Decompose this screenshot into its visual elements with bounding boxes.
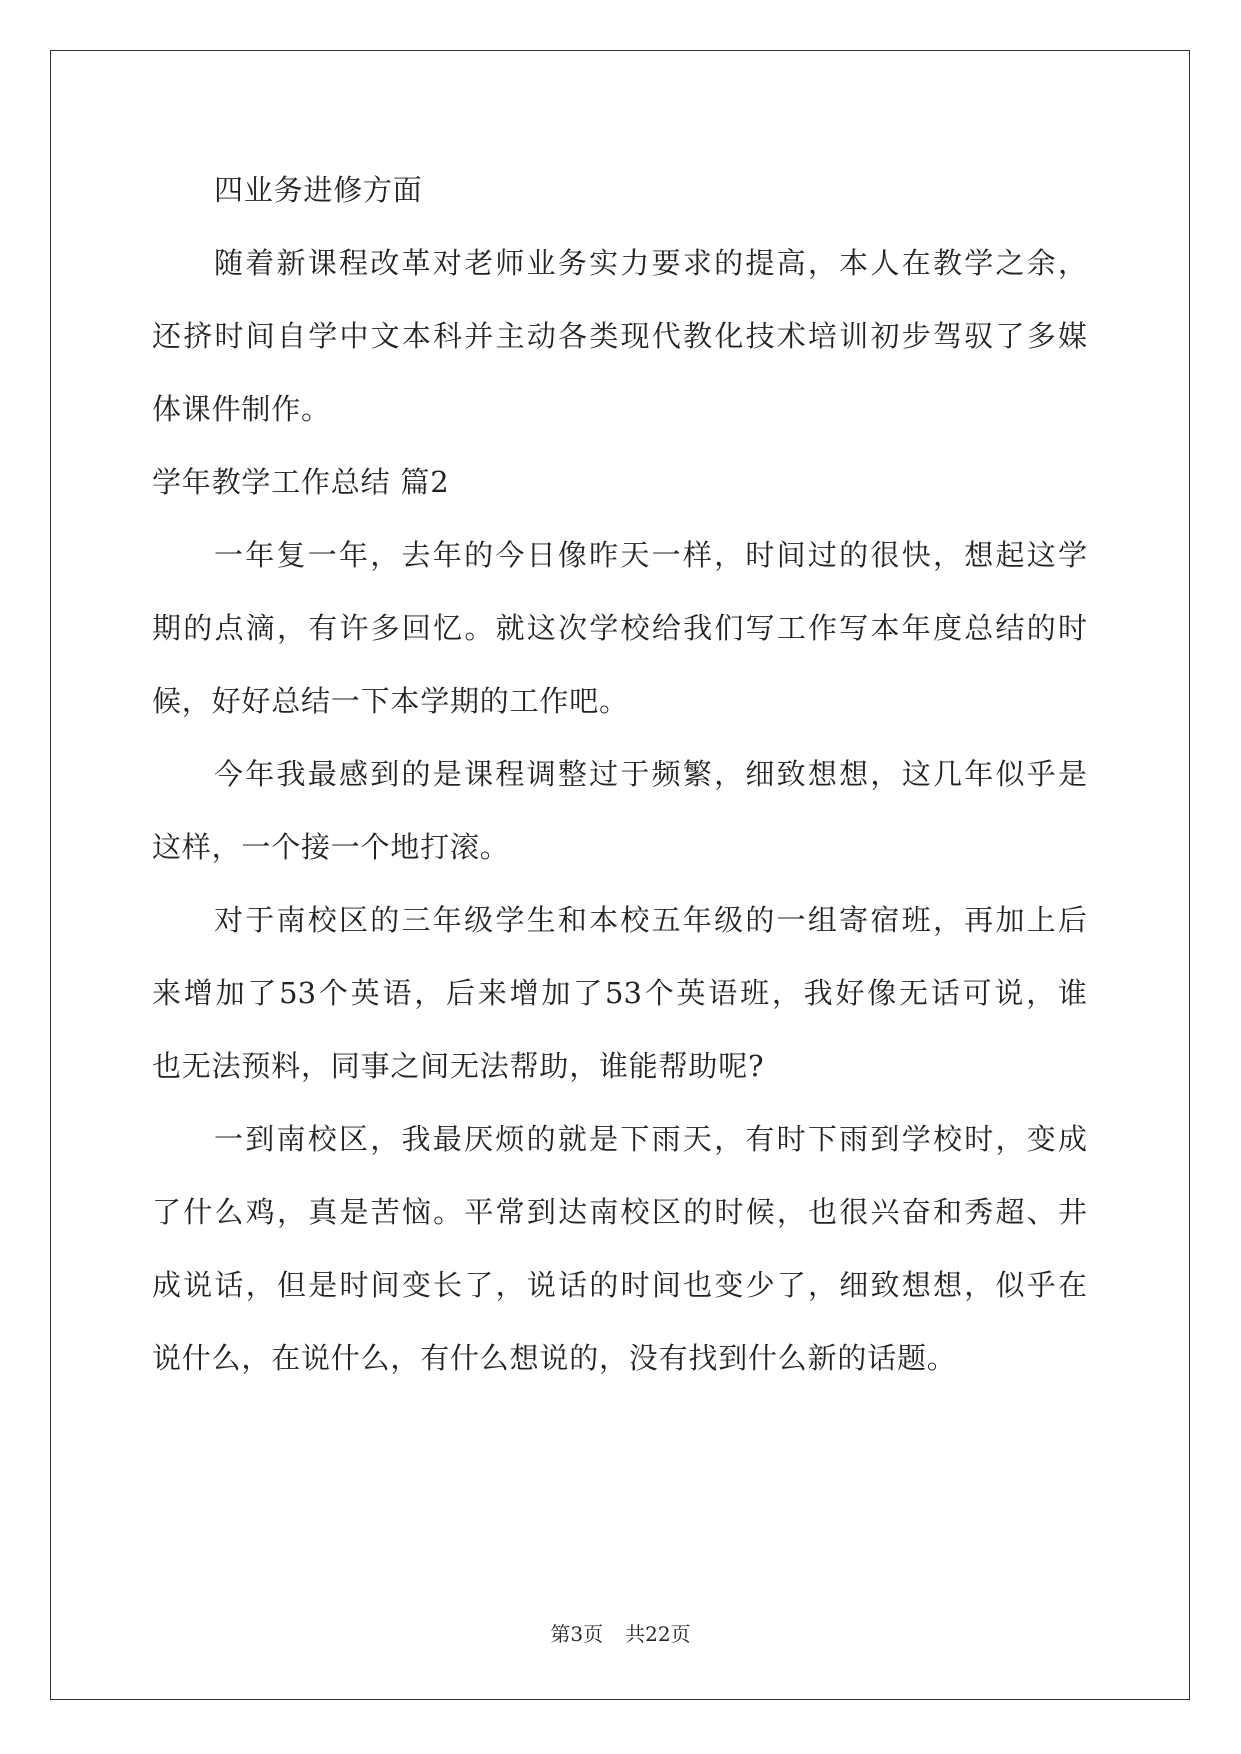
article-title: 学年教学工作总结 篇2: [152, 465, 450, 499]
paragraph-line: 成说话，但是时间变长了，说话的时间也变少了，细致想想，似乎在: [152, 1268, 1087, 1302]
paragraph-line: 对于南校区的三年级学生和本校五年级的一组寄宿班，再加上后: [214, 903, 1087, 937]
paragraph-line: 也无法预料，同事之间无法帮助，谁能帮助呢?: [152, 1049, 765, 1083]
paragraph-line: 体课件制作。: [152, 392, 331, 426]
page-total: 共22页: [625, 1622, 691, 1646]
paragraph-line: 说什么，在说什么，有什么想说的，没有找到什么新的话题。: [152, 1341, 957, 1375]
paragraph-line: 一年复一年，去年的今日像昨天一样，时间过的很快，想起这学: [214, 538, 1087, 572]
page-number: 第3页: [550, 1622, 604, 1646]
paragraph-line: 一到南校区，我最厌烦的就是下雨天，有时下雨到学校时，变成: [214, 1122, 1087, 1156]
paragraph-line: 期的点滴，有许多回忆。就这次学校给我们写工作写本年度总结的时: [152, 611, 1087, 645]
paragraph-line: 来增加了53个英语，后来增加了53个英语班，我好像无话可说，谁: [152, 976, 1087, 1010]
paragraph-line: 今年我最感到的是课程调整过于频繁，细致想想，这几年似乎是: [214, 757, 1087, 791]
paragraph-line: 了什么鸡，真是苦恼。平常到达南校区的时候，也很兴奋和秀超、井: [152, 1195, 1087, 1229]
paragraph-line: 随着新课程改革对老师业务实力要求的提高，本人在教学之余，: [214, 246, 1087, 280]
page-footer: [0, 1620, 1241, 1648]
page-border: [50, 50, 1190, 1700]
section-heading: 四业务进修方面: [214, 173, 423, 207]
paragraph-line: 候，好好总结一下本学期的工作吧。: [152, 684, 629, 718]
paragraph-line: 这样，一个接一个地打滚。: [152, 830, 510, 864]
paragraph-line: 还挤时间自学中文本科并主动各类现代教化技术培训初步驾驭了多媒: [152, 319, 1087, 353]
